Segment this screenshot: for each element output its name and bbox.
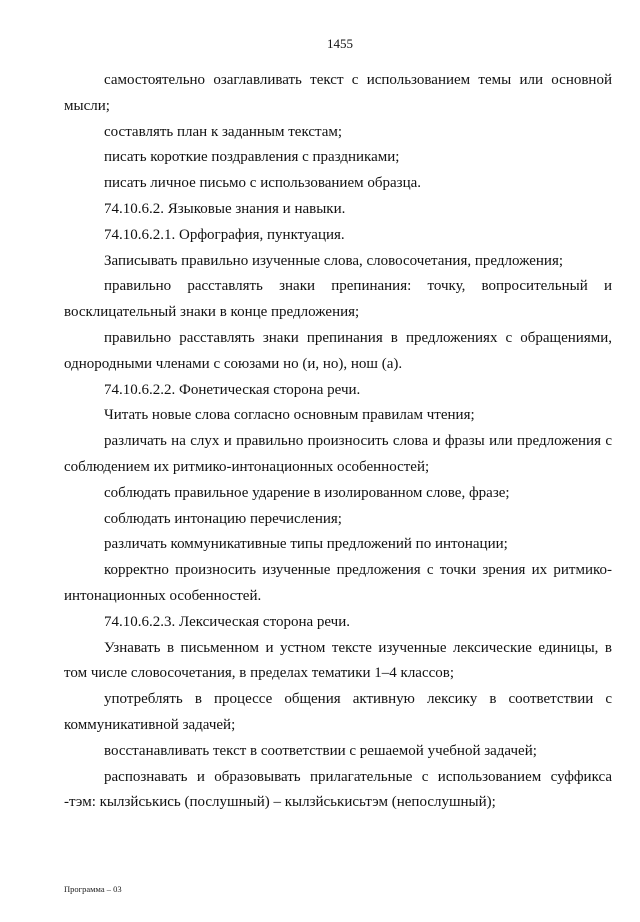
paragraph: различать коммуникативные типы предложений по интонации; <box>104 536 508 553</box>
section-heading: 74.10.6.2. Языковые знания и навыки. <box>104 200 346 217</box>
paragraph: употреблять в процессе общения активную лексику в соответствии с коммуникативной задачей; <box>64 691 612 733</box>
paragraph: Читать новые слова согласно основным правилам чтения; <box>104 407 475 424</box>
paragraph: писать личное письмо с использованием образца. <box>104 175 422 192</box>
paragraph: распознавать и образовывать прилагательные с использованием суффикса -тэм: кылзйськись (послушный) – кылзйськисьтэм (непослушный); <box>64 768 612 811</box>
paragraph: писать короткие поздравления с праздниками; <box>104 149 400 166</box>
document-body <box>64 68 612 816</box>
paragraph: правильно расставлять знаки препинания: точку, вопросительный и восклицательный знаки в конце предложения; <box>64 278 612 321</box>
paragraph: правильно расставлять знаки препинания в предложениях с обращениями, однородными членами с союзами но (и, но), нош (а). <box>64 329 612 372</box>
paragraph: соблюдать интонацию перечисления; <box>104 510 342 527</box>
paragraph: Узнавать в письменном и устном тексте изученные лексические единицы, в том числе словосочетания, в пределах тематики 1–4 классов; <box>64 639 612 682</box>
section-heading: 74.10.6.2.1. Орфография, пунктуация. <box>104 226 345 243</box>
section-heading: 74.10.6.2.3. Лексическая сторона речи. <box>104 613 350 630</box>
page-number: 1455 <box>327 36 353 51</box>
paragraph: самостоятельно озаглавливать текст с использованием темы или основной мысли; <box>64 72 612 114</box>
paragraph: различать на слух и правильно произносить слова и фразы или предложения с соблюдением их ритмико-интонационных особенностей; <box>64 433 612 475</box>
paragraph: корректно произносить изученные предложения с точки зрения их ритмико-интонационных особенностей. <box>64 562 612 604</box>
paragraph: восстанавливать текст в соответствии с решаемой учебной задачей; <box>104 742 537 759</box>
paragraph: составлять план к заданным текстам; <box>104 123 343 140</box>
footer-program-label: Программа – 03 <box>64 884 122 894</box>
paragraph: Записывать правильно изученные слова, словосочетания, предложения; <box>104 252 564 269</box>
paragraph: соблюдать правильное ударение в изолированном слове, фразе; <box>104 484 510 501</box>
section-heading: 74.10.6.2.2. Фонетическая сторона речи. <box>104 381 361 398</box>
